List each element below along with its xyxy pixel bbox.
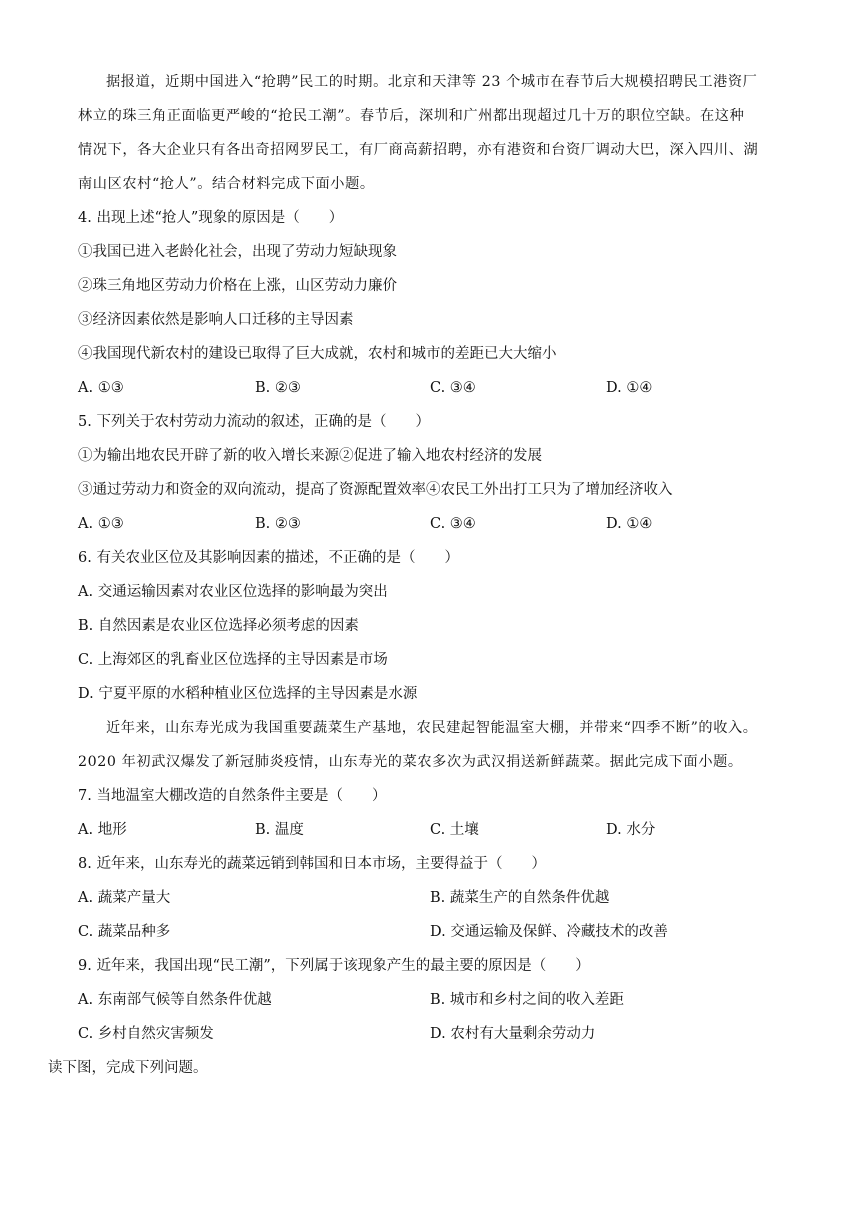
passage-2-line-1: 近年来，山东寿光成为我国重要蔬菜生产基地，农民建起智能温室大棚，并带来“四季不断”的收入。 [106, 720, 758, 736]
question-6-stem: 6. 有关农业区位及其影响因素的描述，不正确的是（ ） [78, 550, 459, 566]
question-5-option-b: B. ②③ [255, 516, 301, 532]
question-8-option-d: D. 交通运输及保鲜、冷藏技术的改善 [430, 924, 668, 940]
question-5-statement-2: ③通过劳动力和资金的双向流动，提高了资源配置效率④农民工外出打工只为了增加经济收入 [78, 482, 673, 498]
question-6-option-b: B. 自然因素是农业区位选择必须考虑的因素 [78, 618, 359, 634]
question-5-option-a: A. ①③ [78, 516, 124, 532]
question-6-option-c: C. 上海郊区的乳畜业区位选择的主导因素是市场 [78, 652, 388, 668]
question-4-option-a: A. ①③ [78, 380, 124, 396]
passage-1-line-1: 据报道，近期中国进入“抢聘”民工的时期。北京和天津等 23 个城市在春节后大规模招聘民工港资厂 [106, 74, 758, 90]
question-9-stem: 9. 近年来，我国出现“民工潮”，下列属于该现象产生的最主要的原因是（ ） [78, 958, 590, 974]
question-5-statement-1: ①为输出地农民开辟了新的收入增长来源②促进了输入地农村经济的发展 [78, 448, 542, 464]
question-6-option-d: D. 宁夏平原的水稻种植业区位选择的主导因素是水源 [78, 686, 418, 702]
question-7-option-d: D. 水分 [606, 822, 656, 838]
question-9-option-b: B. 城市和乡村之间的收入差距 [430, 992, 624, 1008]
question-9-option-d: D. 农村有大量剩余劳动力 [430, 1026, 596, 1042]
question-8-option-c: C. 蔬菜品种多 [78, 924, 171, 940]
passage-1-line-4: 南山区农村“抢人”。结合材料完成下面小题。 [78, 176, 375, 192]
question-5-option-d: D. ①④ [606, 516, 653, 532]
question-9-option-a: A. 东南部气候等自然条件优越 [78, 992, 272, 1008]
passage-2-line-2: 2020 年初武汉爆发了新冠肺炎疫情，山东寿光的菜农多次为武汉捐送新鲜蔬菜。据此完成下面小题。 [78, 754, 743, 770]
figure-instruction: 读下图，完成下列问题。 [48, 1060, 208, 1076]
question-8-option-a: A. 蔬菜产量大 [78, 890, 171, 906]
question-5-option-c: C. ③④ [430, 516, 476, 532]
question-4-statement-3: ③经济因素依然是影响人口迁移的主导因素 [78, 312, 354, 328]
question-5-stem: 5. 下列关于农村劳动力流动的叙述，正确的是（ ） [78, 414, 430, 430]
question-4-option-b: B. ②③ [255, 380, 301, 396]
question-7-option-c: C. 土壤 [430, 822, 479, 838]
question-7-stem: 7. 当地温室大棚改造的自然条件主要是（ ） [78, 788, 387, 804]
question-7-option-b: B. 温度 [255, 822, 304, 838]
passage-1-line-3: 情况下，各大企业只有各出奇招网罗民工，有厂商高薪招聘，亦有港资和台资厂调动大巴，深入四川、湖 [78, 142, 759, 158]
question-8-stem: 8. 近年来，山东寿光的蔬菜远销到韩国和日本市场，主要得益于（ ） [78, 856, 546, 872]
question-8-option-b: B. 蔬菜生产的自然条件优越 [430, 890, 610, 906]
question-4-statement-1: ①我国已进入老龄化社会，出现了劳动力短缺现象 [78, 244, 397, 260]
question-7-option-a: A. 地形 [78, 822, 127, 838]
question-4-option-d: D. ①④ [606, 380, 653, 396]
question-4-stem: 4. 出现上述“抢人”现象的原因是（ ） [78, 210, 344, 226]
passage-1-line-2: 林立的珠三角正面临更严峻的“抢民工潮”。春节后，深圳和广州都出现超过几十万的职位空缺。在这种 [78, 108, 745, 124]
question-4-option-c: C. ③④ [430, 380, 476, 396]
question-6-option-a: A. 交通运输因素对农业区位选择的影响最为突出 [78, 584, 388, 600]
question-9-option-c: C. 乡村自然灾害频发 [78, 1026, 214, 1042]
question-4-statement-2: ②珠三角地区劳动力价格在上涨，山区劳动力廉价 [78, 278, 397, 294]
question-4-statement-4: ④我国现代新农村的建设已取得了巨大成就，农村和城市的差距已大大缩小 [78, 346, 557, 362]
